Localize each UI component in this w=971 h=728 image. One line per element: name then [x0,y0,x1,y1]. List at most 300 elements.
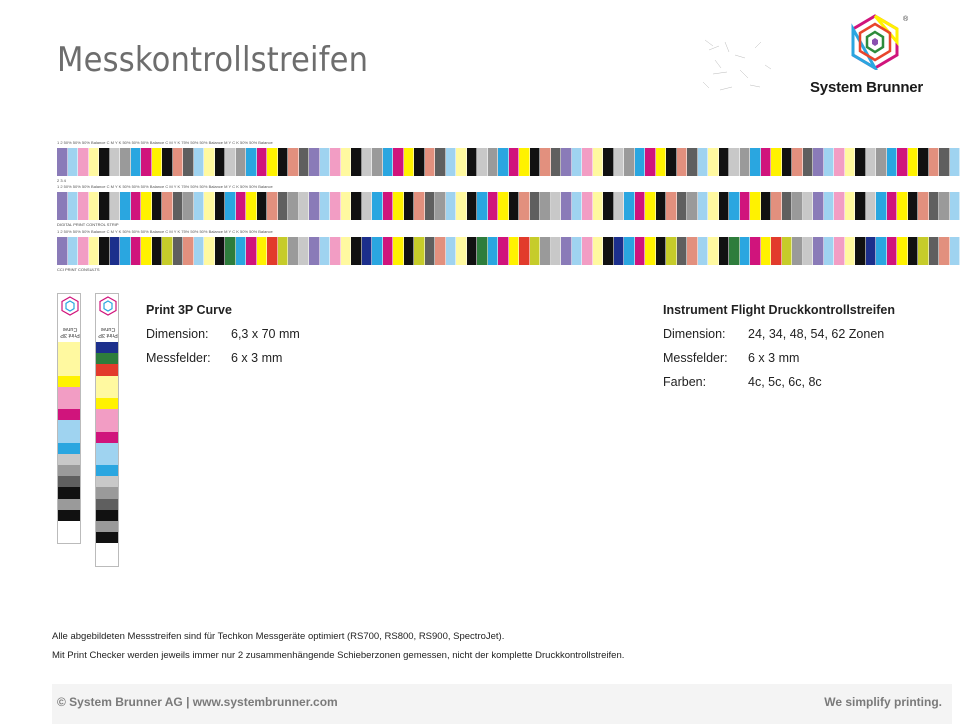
color-patch [719,192,730,220]
color-patch [908,192,919,220]
left-info-row [146,351,300,365]
color-patch [488,192,499,220]
color-patch [96,499,118,510]
color-patch [666,237,677,265]
color-patch [351,148,362,176]
color-patch [58,510,80,521]
color-patch [509,148,520,176]
color-patch [58,432,80,443]
color-patch [939,148,950,176]
color-patch [99,237,110,265]
color-patch [383,192,394,220]
color-patch [572,237,583,265]
color-patch [698,148,709,176]
color-patch [96,376,118,387]
color-patch [330,148,341,176]
color-patch [677,237,688,265]
control-strip-row-3 [57,229,971,277]
color-patch [792,192,803,220]
color-patch [698,192,709,220]
color-patch [593,237,604,265]
color-patch [225,148,236,176]
color-patch [708,192,719,220]
color-patch [467,237,478,265]
color-patch [131,148,142,176]
color-patch [446,237,457,265]
page-title: Messkontrollstreifen [57,40,369,80]
color-patch [929,237,940,265]
color-patch [96,543,118,554]
color-patch [740,237,751,265]
vertical-strip-label: Print 3P Curve [60,326,80,338]
color-patch [614,237,625,265]
color-patch [687,192,698,220]
strip-labels: 1 2 50% 50% 50% Balance C M Y K 50% 50% 50% Balance C M Y K 75% 50% 50% Balance M Y C K 50% 50% Balance [57,229,273,234]
color-patch [236,148,247,176]
control-strip-row-1 [57,140,971,188]
color-patch [96,454,118,465]
color-patch [635,192,646,220]
info-key: Dimension: [146,327,209,341]
color-patch [656,148,667,176]
color-patch [131,192,142,220]
left-info-block [146,303,300,375]
color-patch [299,237,310,265]
color-patch [519,237,530,265]
color-patch [614,192,625,220]
color-patch [194,237,205,265]
color-patch [267,148,278,176]
color-patch [582,192,593,220]
color-patch [666,192,677,220]
left-info-row [146,327,300,341]
hexagon-mini-icon [98,296,118,316]
color-patch [908,237,919,265]
color-patch [635,237,646,265]
color-patch [782,148,793,176]
color-patch [950,237,961,265]
scan-noise-graphic [695,30,795,100]
color-patch [761,237,772,265]
color-patch [299,148,310,176]
color-patch [58,499,80,510]
color-patch [477,237,488,265]
left-info-heading: Print 3P Curve [146,303,232,317]
color-patch [58,465,80,476]
color-patch [498,237,509,265]
color-patch [540,192,551,220]
color-patch [834,192,845,220]
color-patch [215,237,226,265]
color-patch [414,192,425,220]
color-patch [677,192,688,220]
color-patch [96,476,118,487]
color-patch [824,192,835,220]
color-patch [96,353,118,364]
color-patch [89,192,100,220]
color-patch [110,192,121,220]
color-patch [750,192,761,220]
color-patch [58,398,80,409]
color-patch [509,192,520,220]
color-patch [96,387,118,398]
color-patch [68,192,79,220]
color-patch [78,192,89,220]
color-patch [656,237,667,265]
color-patch [729,237,740,265]
info-value: 6 x 3 mm [231,351,283,365]
color-patch [96,487,118,498]
vertical-strip-header [96,294,118,342]
color-patch [530,237,541,265]
registered-mark: ® [903,16,909,23]
color-patch [950,148,961,176]
color-patch [845,237,856,265]
color-patch [141,237,152,265]
color-patch [551,192,562,220]
color-patch [99,148,110,176]
color-patch [96,364,118,375]
info-value: 4c, 5c, 6c, 8c [748,375,822,389]
strip-bottom-labels: CCI PRINT CONSULTS [57,267,100,272]
color-patch [330,237,341,265]
color-patch [561,192,572,220]
color-patch [204,192,215,220]
color-patch [593,192,604,220]
color-patch [194,148,205,176]
color-patch [68,237,79,265]
color-patch [477,192,488,220]
color-patch [120,237,131,265]
color-patch [908,148,919,176]
color-patch [939,192,950,220]
color-patch [866,192,877,220]
color-patch [309,237,320,265]
strip-bars [57,237,971,265]
color-patch [120,192,131,220]
color-patch [897,148,908,176]
color-patch [803,237,814,265]
color-patch [498,192,509,220]
color-patch [383,148,394,176]
color-patch [393,192,404,220]
right-info-block [663,303,895,399]
color-patch [58,532,80,543]
system-brunner-logo [800,0,955,108]
color-patch [446,148,457,176]
color-patch [120,148,131,176]
color-patch [771,148,782,176]
color-patch [687,237,698,265]
color-patch [320,237,331,265]
color-patch [761,192,772,220]
vertical-strip-cells [96,342,118,566]
control-strip-row-2 [57,184,971,232]
color-patch [698,237,709,265]
color-patch [96,420,118,431]
color-patch [876,237,887,265]
hexagon-mini-icon [60,296,80,316]
color-patch [173,237,184,265]
color-patch [855,192,866,220]
color-patch [740,192,751,220]
color-patch [771,237,782,265]
info-value: 6 x 3 mm [748,351,800,365]
color-patch [110,237,121,265]
color-patch [309,148,320,176]
info-value: 24, 34, 48, 54, 62 Zonen [748,327,885,341]
color-patch [824,148,835,176]
strip-labels: 1 2 50% 50% 50% Balance C M Y K 50% 50% 50% Balance C M Y K 75% 50% 50% Balance M Y C K 50% 50% Balance [57,184,273,189]
color-patch [236,192,247,220]
color-patch [813,148,824,176]
color-patch [803,192,814,220]
color-patch [309,192,320,220]
color-patch [58,387,80,398]
color-patch [362,148,373,176]
color-patch [131,237,142,265]
color-patch [729,148,740,176]
color-patch [435,237,446,265]
color-patch [845,148,856,176]
color-patch [58,353,80,364]
color-patch [78,148,89,176]
color-patch [887,192,898,220]
color-patch [918,148,929,176]
color-patch [530,192,541,220]
color-patch [719,148,730,176]
info-value: 6,3 x 70 mm [231,327,300,341]
color-patch [351,237,362,265]
color-patch [257,237,268,265]
color-patch [404,148,415,176]
color-patch [719,237,730,265]
strip-bars [57,148,971,176]
color-patch [845,192,856,220]
color-patch [897,237,908,265]
color-patch [68,148,79,176]
color-patch [58,409,80,420]
color-patch [78,237,89,265]
color-patch [152,192,163,220]
color-patch [194,192,205,220]
color-patch [729,192,740,220]
color-patch [456,192,467,220]
color-patch [572,192,583,220]
color-patch [58,454,80,465]
color-patch [435,192,446,220]
color-patch [414,148,425,176]
color-patch [939,237,950,265]
vertical-strip-header [58,294,80,342]
color-patch [561,237,572,265]
color-patch [96,432,118,443]
color-patch [887,148,898,176]
color-patch [645,192,656,220]
color-patch [929,192,940,220]
info-key: Messfelder: [663,351,728,365]
color-patch [540,148,551,176]
color-patch [215,192,226,220]
color-patch [572,148,583,176]
color-patch [677,148,688,176]
color-patch [603,148,614,176]
color-patch [162,192,173,220]
color-patch [456,237,467,265]
color-patch [666,148,677,176]
color-patch [372,148,383,176]
color-patch [152,237,163,265]
color-patch [96,342,118,353]
color-patch [393,237,404,265]
color-patch [593,148,604,176]
color-patch [635,148,646,176]
color-patch [320,148,331,176]
vertical-strip-2 [95,293,119,567]
note-line-2: Mit Print Checker werden jeweils immer nur 2 zusammenhängende Schieberzonen gemessen, nicht der komplette Druckkontrollstreifen. [52,650,625,661]
color-patch [614,148,625,176]
color-patch [215,148,226,176]
color-patch [341,192,352,220]
color-patch [624,192,635,220]
color-patch [582,237,593,265]
color-patch [383,237,394,265]
color-patch [162,148,173,176]
color-patch [246,148,257,176]
color-patch [96,510,118,521]
vertical-strip-cells [58,342,80,543]
color-patch [918,237,929,265]
color-patch [96,398,118,409]
color-patch [362,192,373,220]
color-patch [855,148,866,176]
vertical-strip-label: Print 3P Curve [98,326,118,338]
color-patch [540,237,551,265]
color-patch [152,148,163,176]
color-patch [58,420,80,431]
color-patch [362,237,373,265]
color-patch [624,237,635,265]
color-patch [603,192,614,220]
color-patch [866,148,877,176]
strip-labels: 1 2 50% 50% 50% Balance C M Y K 50% 50% 50% Balance C M Y K 75% 50% 50% Balance M Y C K 50% 50% Balance [57,140,273,145]
strip-bottom-labels: 2 3 4 [57,178,66,183]
color-patch [278,148,289,176]
color-patch [183,148,194,176]
color-patch [551,148,562,176]
color-patch [236,237,247,265]
color-patch [299,192,310,220]
color-patch [267,237,278,265]
color-patch [771,192,782,220]
color-patch [58,376,80,387]
color-patch [393,148,404,176]
color-patch [96,532,118,543]
color-patch [58,521,80,532]
color-patch [183,237,194,265]
color-patch [278,237,289,265]
footer-tagline: We simplify printing. [824,695,942,709]
color-patch [477,148,488,176]
right-info-row [663,327,895,341]
color-patch [824,237,835,265]
right-info-row [663,375,895,389]
color-patch [173,192,184,220]
color-patch [876,148,887,176]
logo-wordmark: System Brunner [810,79,924,96]
hexagon-logo-icon [847,14,903,70]
color-patch [813,192,824,220]
color-patch [58,476,80,487]
color-patch [582,148,593,176]
color-patch [141,192,152,220]
color-patch [257,192,268,220]
color-patch [341,148,352,176]
footer-copyright: © System Brunner AG | www.systembrunner.com [57,695,338,709]
color-patch [110,148,121,176]
color-patch [372,192,383,220]
note-line-1: Alle abgebildeten Messstreifen sind für Techkon Messgeräte optimiert (RS700, RS800, RS900, SpectroJet). [52,631,505,642]
color-patch [288,237,299,265]
color-patch [708,148,719,176]
color-patch [929,148,940,176]
color-patch [876,192,887,220]
color-patch [372,237,383,265]
right-info-heading: Instrument Flight Druckkontrollstreifen [663,303,895,317]
color-patch [89,148,100,176]
color-patch [782,237,793,265]
color-patch [750,148,761,176]
vertical-strip-1 [57,293,81,544]
color-patch [561,148,572,176]
color-patch [288,192,299,220]
color-patch [257,148,268,176]
color-patch [519,148,530,176]
footer-bar [52,684,952,724]
color-patch [404,237,415,265]
color-patch [404,192,415,220]
color-patch [656,192,667,220]
color-patch [58,443,80,454]
color-patch [246,192,257,220]
color-patch [204,237,215,265]
color-patch [58,487,80,498]
strip-bars [57,192,971,220]
color-patch [351,192,362,220]
color-patch [551,237,562,265]
color-patch [162,237,173,265]
color-patch [488,148,499,176]
color-patch [58,342,80,353]
color-patch [603,237,614,265]
color-patch [89,237,100,265]
color-patch [320,192,331,220]
color-patch [624,148,635,176]
color-patch [425,192,436,220]
info-key: Farben: [663,375,707,389]
color-patch [57,148,68,176]
color-patch [96,443,118,454]
color-patch [173,148,184,176]
color-patch [99,192,110,220]
color-patch [792,237,803,265]
color-patch [141,148,152,176]
color-patch [341,237,352,265]
color-patch [446,192,457,220]
color-patch [96,521,118,532]
color-patch [330,192,341,220]
info-key: Dimension: [663,327,726,341]
